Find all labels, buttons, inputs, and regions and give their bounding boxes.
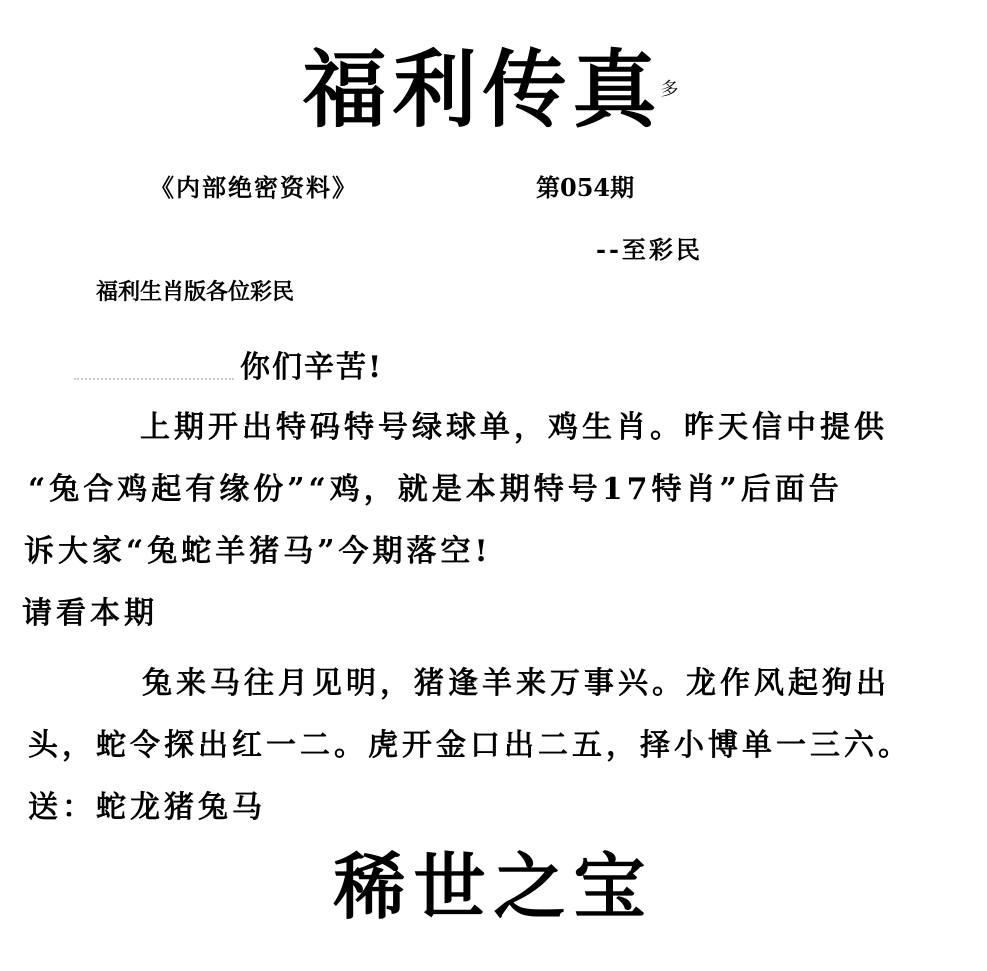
poem-line-2: 头，蛇令探出红一二。虎开金口出二五，择小博单一三六。 [28,728,912,763]
footer-title: 稀世之宝 [333,844,654,929]
body-line-3: 诉大家“兔蛇羊猪马”今期落空! [24,534,492,569]
salutation: 你们辛苦! [240,350,384,385]
recipient-line: --至彩民 [596,235,703,264]
page-title-text: 福利传真 [302,40,663,139]
title-mark: 多 [660,79,685,100]
body-line-2: “兔合鸡起有缘份”“鸡，就是本期特号17特肖”后面告 [28,472,843,507]
source-label: 《内部绝密资料》 [150,173,358,202]
faint-dotted-mark [74,374,234,380]
send-line: 送：蛇龙猪兔马 [28,790,266,825]
poem-line-1: 兔来马往月见明，猪逢羊来万事兴。龙作风起狗出 [142,666,890,701]
greeting-line: 福利生肖版各位彩民 [96,279,295,305]
body-line-4: 请看本期 [22,596,158,631]
page-title [0,40,987,140]
body-line-1: 上期开出特码特号绿球单，鸡生肖。昨天信中提供 [140,410,888,445]
issue-number: 第054期 [536,173,635,202]
